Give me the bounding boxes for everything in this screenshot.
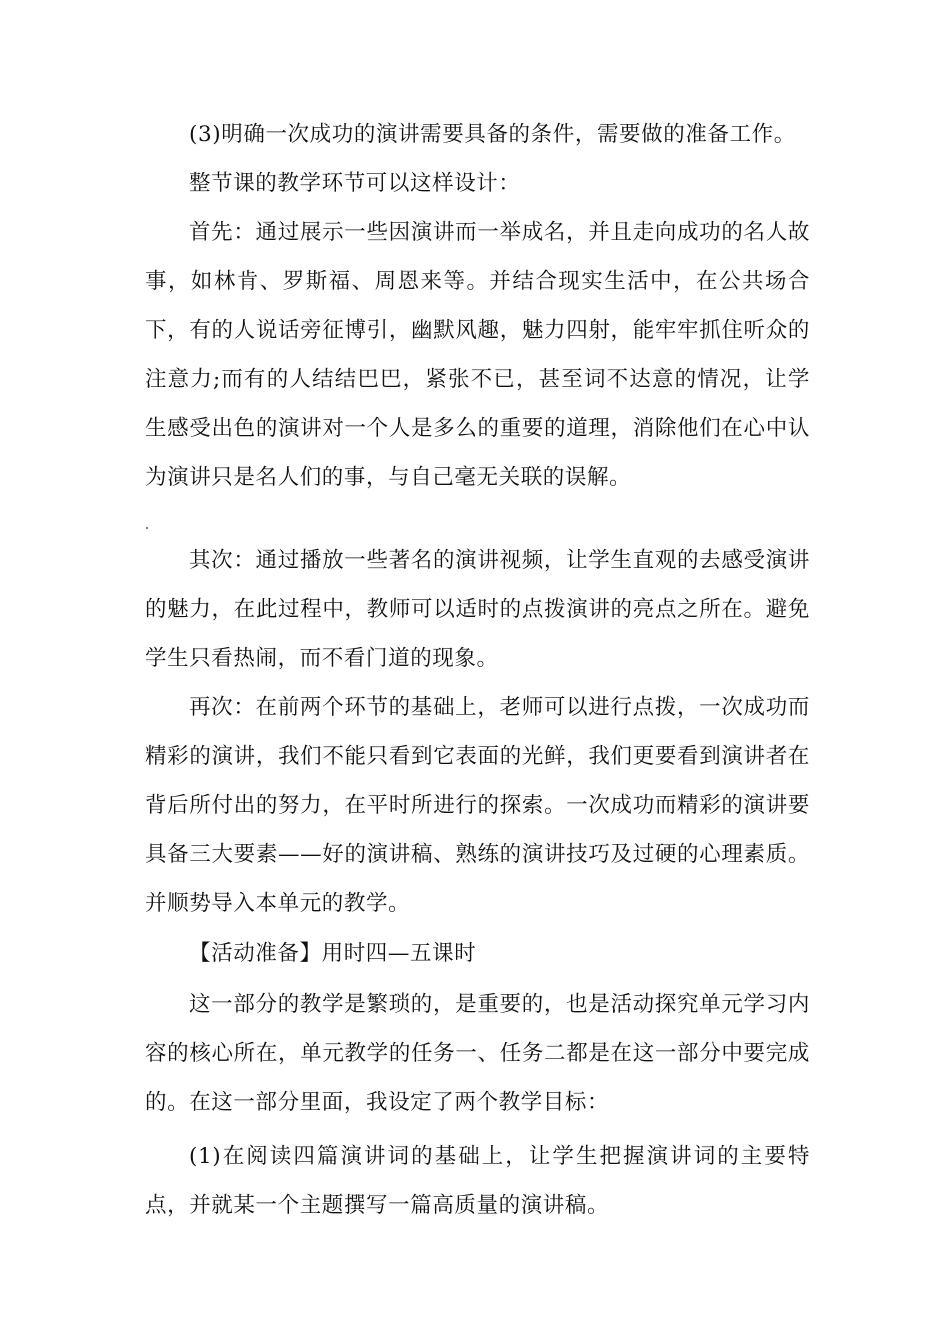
paragraph-goal-1: (1)在阅读四篇演讲词的基础上，让学生把握演讲词的主要特点，并就某一个主题撰写一篇高质量的演讲稿。 (145, 1144, 810, 1218)
paragraph-goal-3: (3)明确一次成功的演讲需要具备的条件，需要做的准备工作。 (189, 122, 796, 147)
small-dot-mark (146, 527, 148, 529)
paragraph-third-step: 再次：在前两个环节的基础上，老师可以进行点拨，一次成功而精彩的演讲，我们不能只看到它表面的光鲜，我们更要看到演讲者在背后所付出的努力，在平时所进行的探索。一次成功而精彩的演讲要具备三大要素——好的演讲稿、熟练的演讲技巧及过硬的心理素质。并顺势导入本单元的教学。 (145, 695, 810, 916)
section-heading-activity-preparation: 【活动准备】用时四—五课时 (189, 941, 477, 966)
paragraph-activity-description: 这一部分的教学是繁琐的，是重要的，也是活动探究单元学习内容的核心所在，单元教学的任务一、任务二都是在这一部分中要完成的。在这一部分里面，我设定了两个教学目标： (145, 992, 810, 1115)
paragraph-lesson-design: 整节课的教学环节可以这样设计： (189, 171, 521, 196)
paragraph-second-step: 其次：通过播放一些著名的演讲视频，让学生直观的去感受演讲的魅力，在此过程中，教师可以适时的点拨演讲的亮点之所在。避免学生只看热闹，而不看门道的现象。 (145, 548, 810, 671)
paragraph-first-step: 首先：通过展示一些因演讲而一举成名，并且走向成功的名人故事，如林肯、罗斯福、周恩来等。并结合现实生活中，在公共场合下，有的人说话旁征博引，幽默风趣，魅力四射，能牢牢抓住听众的注意力;而有的人结结巴巴，紧张不已，甚至词不达意的情况，让学生感受出色的演讲对一个人是多么的重要的道理，消除他们在心中认为演讲只是名人们的事，与自己毫无关联的误解。 (145, 220, 810, 490)
